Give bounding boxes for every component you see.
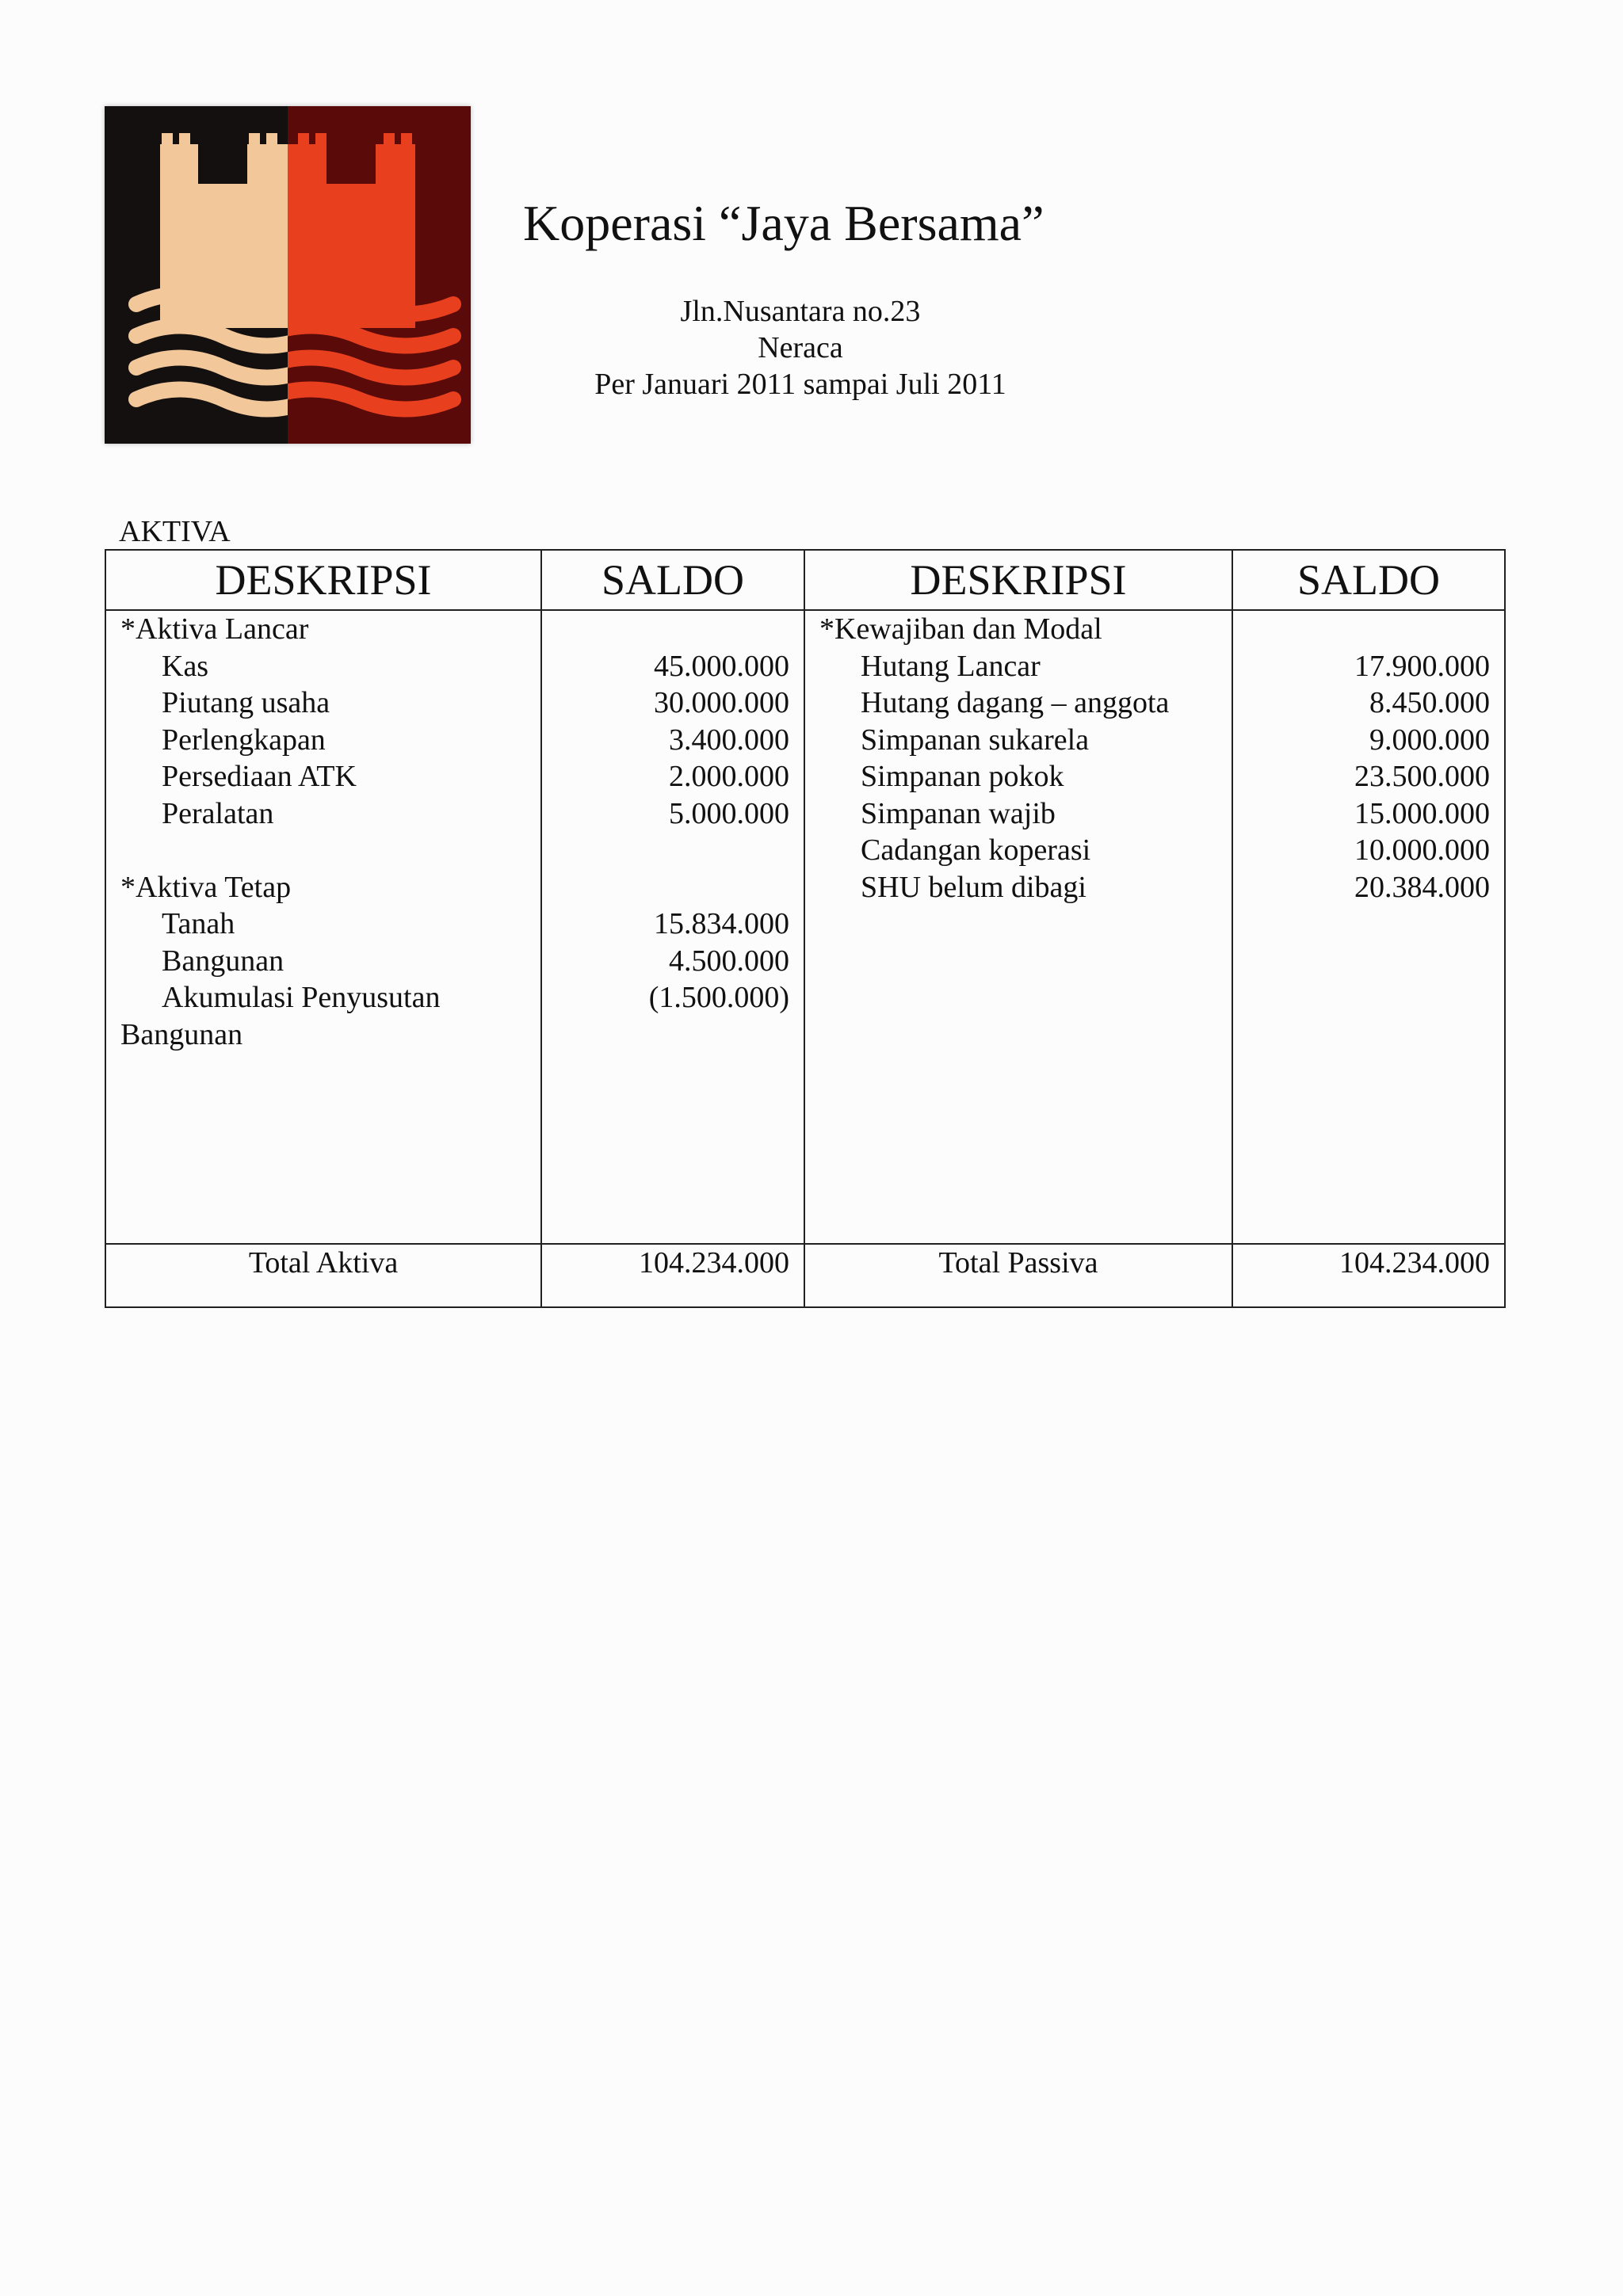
address-line: Jln.Nusantara no.23 (680, 295, 921, 328)
spacer (542, 611, 804, 648)
passiva-description-cell (804, 610, 1232, 1244)
passiva-heading: *Kewajiban dan Modal (819, 612, 1102, 646)
spacer (542, 832, 804, 869)
saldo-value: 23.500.000 (1354, 760, 1490, 793)
saldo-value: 2.000.000 (669, 760, 789, 793)
list-item: Simpanan sukarela (861, 723, 1090, 757)
saldo-value: 17.900.000 (1354, 649, 1490, 683)
saldo-value: 15.000.000 (1354, 796, 1490, 830)
saldo-value: (1.500.000) (648, 981, 789, 1014)
list-item: Tanah (162, 907, 235, 940)
saldo-value: 9.000.000 (1369, 723, 1490, 757)
total-aktiva-value: 104.234.000 (541, 1244, 804, 1307)
list-item: Hutang dagang – anggota (861, 686, 1170, 719)
saldo-value: 45.000.000 (654, 649, 789, 683)
list-item: Piutang usaha (162, 686, 330, 719)
document-type: Neraca (758, 331, 843, 364)
header-saldo-aktiva: SALDO (541, 550, 804, 610)
list-item: Persediaan ATK (162, 760, 357, 793)
list-item: Peralatan (162, 796, 274, 830)
list-item: Kas (162, 649, 209, 683)
saldo-value: 3.400.000 (669, 723, 789, 757)
list-item: Simpanan wajib (861, 796, 1056, 830)
section-label-aktiva: AKTIVA (119, 515, 231, 548)
aktiva-tetap-heading: *Aktiva Tetap (120, 870, 292, 904)
balance-sheet-table (105, 549, 1506, 1308)
page-title: Koperasi “Jaya Bersama” (523, 195, 1044, 251)
list-item-continuation: Bangunan (120, 1017, 243, 1051)
saldo-value: 15.834.000 (654, 907, 789, 940)
saldo-value: 5.000.000 (669, 796, 789, 830)
header-saldo-passiva: SALDO (1232, 550, 1505, 610)
spacer (106, 832, 540, 869)
table-header-row (105, 550, 1505, 610)
saldo-value: 4.500.000 (669, 944, 789, 978)
header-deskripsi-passiva: DESKRIPSI (804, 550, 1232, 610)
total-aktiva-label: Total Aktiva (105, 1244, 541, 1307)
list-item: Hutang Lancar (861, 649, 1041, 683)
list-item: Cadangan koperasi (861, 833, 1091, 867)
saldo-value: 20.384.000 (1354, 870, 1490, 904)
passiva-saldo-cell (1232, 610, 1505, 1244)
table-body-row (105, 610, 1505, 1244)
saldo-value: 8.450.000 (1369, 686, 1490, 719)
aktiva-saldo-cell (541, 610, 804, 1244)
list-item: Akumulasi Penyusutan (162, 981, 441, 1014)
table-total-row (105, 1244, 1505, 1307)
list-item: Perlengkapan (162, 723, 326, 757)
list-item: Simpanan pokok (861, 760, 1064, 793)
spacer (542, 869, 804, 906)
saldo-value: 10.000.000 (1354, 833, 1490, 867)
total-passiva-label: Total Passiva (804, 1244, 1232, 1307)
total-passiva-value: 104.234.000 (1232, 1244, 1505, 1307)
aktiva-description-cell (105, 610, 541, 1244)
aktiva-lancar-heading: *Aktiva Lancar (120, 612, 309, 646)
period-line: Per Januari 2011 sampai Juli 2011 (594, 368, 1006, 401)
spacer (1233, 611, 1504, 648)
list-item: Bangunan (162, 944, 285, 978)
list-item: SHU belum dibagi (861, 870, 1086, 904)
saldo-value: 30.000.000 (654, 686, 789, 719)
header-deskripsi-aktiva: DESKRIPSI (105, 550, 541, 610)
